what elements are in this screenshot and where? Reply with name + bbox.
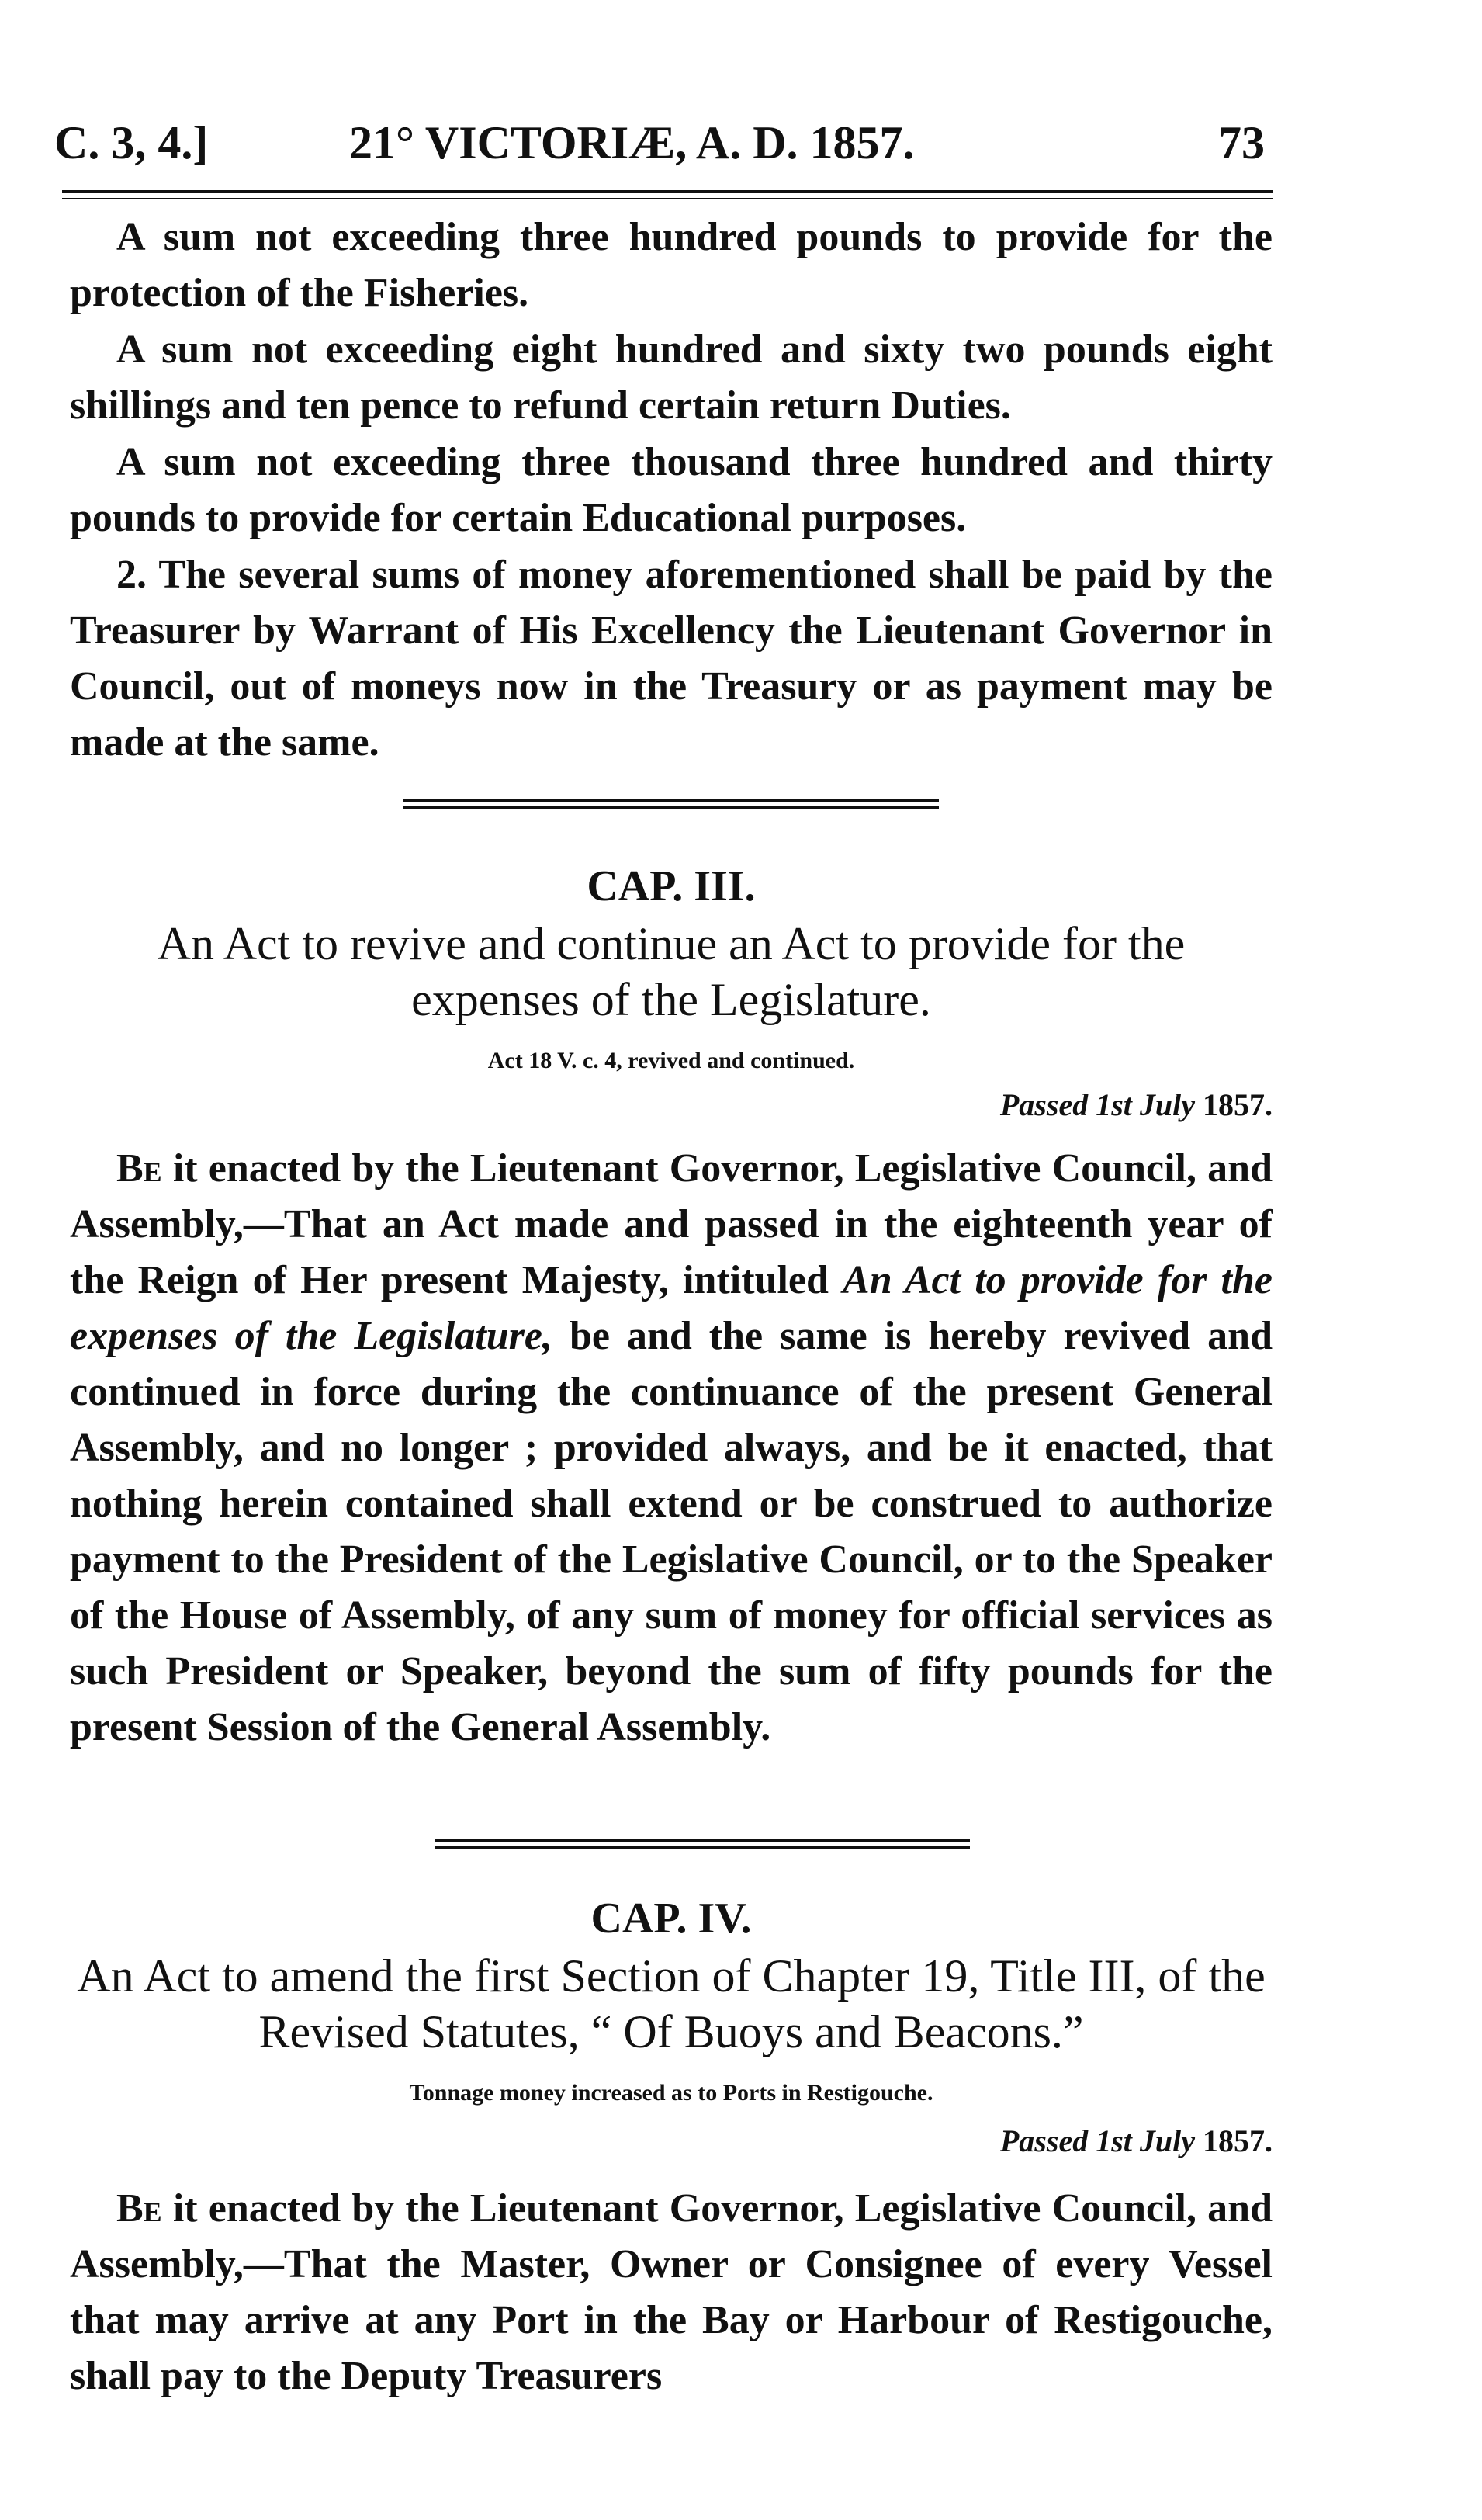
cap-3-body-part1: it enacted by the Lieutenant Governor, Legislative Council, and Assembly,—That an Act made and passed in the eighteenth year of the Reign of Her present Majesty, intituled [70, 1146, 1273, 1302]
chapter-reference: C. 3, 4.] [54, 117, 209, 168]
cap-3-body-italic: An Act to provide for the expenses of the Legislature, [70, 1258, 1273, 1358]
cap-3-passed-year: 1857. [1203, 1087, 1273, 1122]
cap-4-body-lead: Be [116, 2186, 162, 2231]
paragraph-return-duties: A sum not exceeding eight hundred and sixty two pounds eight shillings and ten pence to refund certain return Duties. [70, 328, 1273, 428]
section-divider [403, 799, 939, 809]
cap-3-body-lead: Be [116, 1146, 162, 1191]
cap-3-title: An Act to revive and continue an Act to provide for the expenses of the Legislature. [157, 918, 1186, 1025]
cap-4-passed-date [1000, 2123, 1273, 2159]
cap-4-heading: CAP. IV. [590, 1894, 752, 1943]
cap-3-passed-date [1000, 1087, 1273, 1123]
cap-3-margin-note: Act 18 V. c. 4, revived and continued. [487, 1048, 855, 1073]
cap-3-body [70, 1141, 1273, 1756]
header-rule [62, 190, 1273, 199]
running-header [54, 116, 1265, 179]
paragraph-fisheries: A sum not exceeding three hundred pounds to provide for the protection of the Fisheries. [70, 215, 1273, 315]
page-number: 73 [1218, 117, 1265, 168]
cap-3-passed-label: Passed 1st July [999, 1087, 1195, 1122]
cap-4-body [70, 2181, 1273, 2404]
cap-4-margin-note: Tonnage money increased as to Ports in Restigouche. [409, 2080, 933, 2106]
section-divider-2 [435, 1839, 970, 1849]
cap-4-title: An Act to amend the first Section of Chapter 19, Title III, of the Revised Statutes, “ Of Buoys and Beacons.” [77, 1950, 1266, 2057]
paragraph-educational: A sum not exceeding three thousand three hundred and thirty pounds to provide for certain Educational purposes. [70, 440, 1273, 540]
paragraph-section-2: 2. The several sums of money aforementioned shall be paid by the Treasurer by Warrant of His Excellency the Lieutenant Governor in Council, out of moneys now in the Treasury or as payment may be made at the same. [70, 553, 1273, 764]
cap-4-passed-year: 1857. [1203, 2123, 1273, 2158]
cap-3-body-part2: be and the same is hereby revived and continued in force during the continuance of the present General Assembly, and no longer ; provided always, and be it enacted, that nothing herein contained shall extend or be construed to authorize payment to the President of the Legislative Council, or to the Speaker of the House of Assembly, of any sum of money for official services as such President or Speaker, beyond the sum of fifty pounds for the present Session of the General Assembly. [70, 1314, 1273, 1749]
cap-4-passed-label: Passed 1st July [999, 2123, 1195, 2158]
cap-3-heading: CAP. III. [587, 862, 756, 910]
cap-4-body-part1: it enacted by the Lieutenant Governor, Legislative Council, and Assembly,—That the Master, Owner or Consignee of every Vessel that may arrive at any Port in the Bay or Harbour of Restigouche, shall pay to the Deputy Treasurers [70, 2186, 1273, 2398]
page-title: 21° VICTORIÆ, A. D. 1857. [349, 117, 915, 168]
